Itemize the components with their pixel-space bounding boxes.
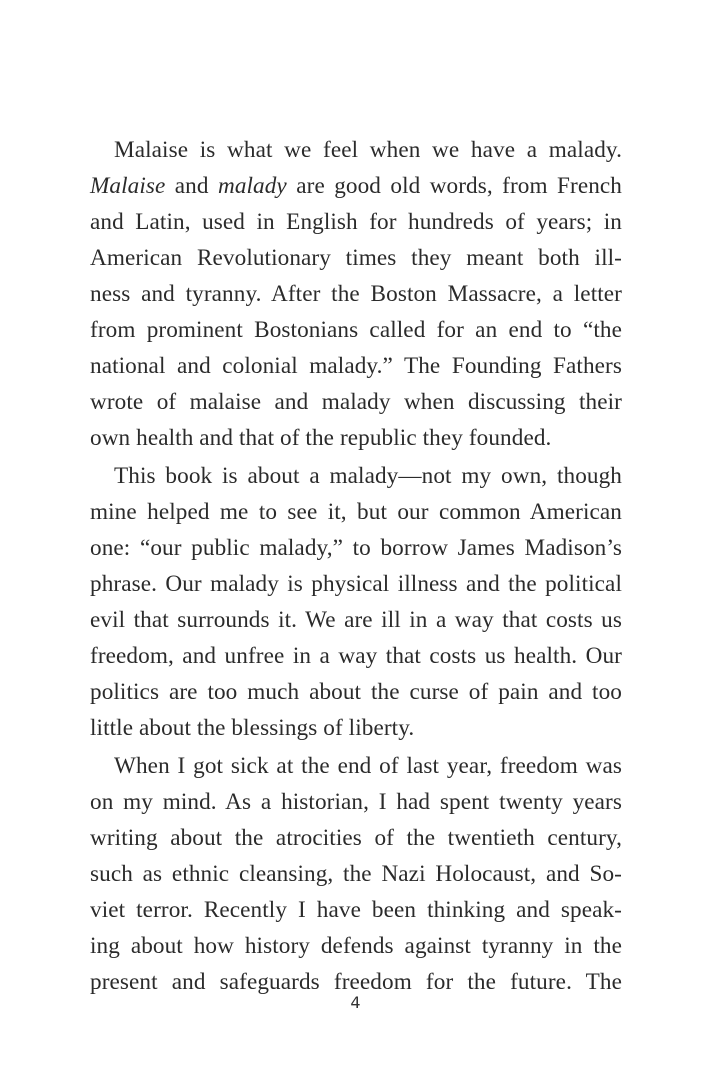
- body-text: [90, 132, 622, 1000]
- text-line: When I got sick at the end of last year, freedom was: [114, 753, 622, 779]
- text-line: wrote of malaise and malady when discussing their: [90, 389, 622, 415]
- text-line: little about the blessings of liberty.: [90, 715, 415, 741]
- text-line: viet terror. Recently I have been thinking and speak-: [90, 897, 622, 923]
- text-line: Malaise and malady are good old words, from French: [90, 173, 623, 199]
- text-line: and Latin, used in English for hundreds of years; in: [90, 209, 622, 235]
- text-line: politics are too much about the curse of pain and too: [90, 679, 622, 705]
- text-line: Malaise is what we feel when we have a malady.: [114, 137, 622, 163]
- text-line: mine helped me to see it, but our common American: [90, 499, 622, 525]
- text-line: phrase. Our malady is physical illness and the political: [90, 571, 622, 597]
- text-line: freedom, and unfree in a way that costs us health. Our: [90, 643, 622, 669]
- text-line: ness and tyranny. After the Boston Massacre, a letter: [90, 281, 622, 307]
- page-number: 4: [350, 993, 361, 1012]
- italic-word: malady: [217, 173, 287, 199]
- text-line: on my mind. As a historian, I had spent twenty years: [90, 789, 622, 815]
- text-line: national and colonial malady.” The Founding Fathers: [90, 353, 622, 379]
- italic-word: Malaise: [90, 173, 166, 199]
- text-line: present and safeguards freedom for the future. The: [90, 969, 622, 995]
- text-line: evil that surrounds it. We are ill in a way that costs us: [90, 607, 622, 633]
- text-line: writing about the atrocities of the twentieth century,: [90, 825, 622, 851]
- text-line: ing about how history defends against tyranny in the: [90, 933, 622, 959]
- text-line: This book is about a malady—not my own, though: [114, 463, 622, 489]
- text-line: such as ethnic cleansing, the Nazi Holocaust, and So-: [90, 861, 622, 887]
- text-line: one: “our public malady,” to borrow James Madison’s: [90, 535, 622, 561]
- text-line: own health and that of the republic they founded.: [90, 425, 552, 451]
- text-line: from prominent Bostonians called for an end to “the: [90, 317, 622, 343]
- text-line: American Revolutionary times they meant both ill-: [90, 245, 622, 271]
